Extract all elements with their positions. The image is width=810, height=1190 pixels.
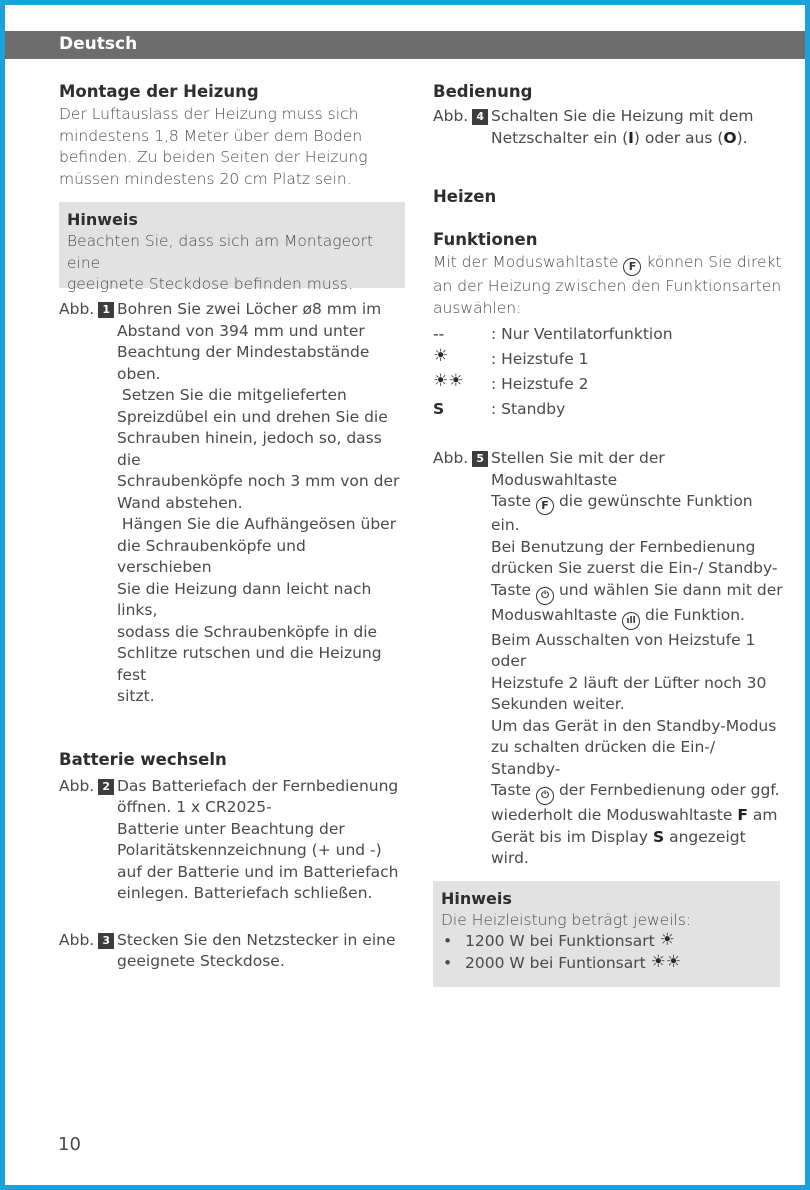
hinweis-title: Hinweis	[67, 210, 138, 229]
mode-button-icon: ıll	[622, 612, 640, 630]
mode-row	[433, 372, 783, 397]
power-icon: ⏻	[536, 787, 554, 805]
text-line: Hängen Sie die Aufhängeösen über	[117, 515, 397, 533]
text-line: die Schraubenköpfe und verschieben	[117, 536, 306, 576]
text-fragment: ).	[736, 128, 748, 147]
text-fragment: die gewünschte Funktion ein.	[491, 492, 753, 534]
text-line	[491, 491, 783, 537]
text-fragment: Taste	[491, 781, 532, 799]
text-fragment: Gerät bis im Display	[491, 827, 649, 846]
mode-list	[433, 322, 783, 422]
funktionen-text	[433, 252, 783, 319]
double-sun-icon: ☀☀	[650, 951, 682, 972]
figure-number-badge: 5	[472, 451, 488, 467]
funktionen-heading: Funktionen	[433, 230, 538, 249]
text-line	[433, 252, 783, 276]
text-line: Setzen Sie die mitgelieferten	[117, 386, 347, 404]
text-fragment: ) oder aus (	[633, 128, 724, 147]
language-label: Deutsch	[59, 34, 138, 54]
text-line	[491, 805, 783, 827]
text-line	[491, 780, 783, 805]
text-line: Spreizdübel ein und drehen Sie die	[117, 407, 388, 426]
text-fragment: Netzschalter ein (	[491, 128, 629, 147]
text-fragment: Mit der Moduswahltaste	[433, 253, 619, 271]
language-header-bar	[5, 31, 805, 59]
power-icon: ⏻	[536, 587, 554, 605]
double-sun-icon: ☀☀	[433, 371, 464, 391]
text-fragment: am	[752, 806, 778, 824]
text-line: Heizstufe 2 läuft der Lüfter noch 30	[491, 673, 767, 692]
text-line: Wand abstehen.	[117, 493, 243, 512]
right-column	[433, 80, 783, 987]
text-line: Bohren Sie zwei Löcher ø8 mm im	[117, 300, 382, 318]
text-line: Batterie unter Beachtung der	[117, 819, 345, 838]
left-column	[59, 80, 405, 973]
text-line: sitzt.	[117, 687, 155, 705]
hinweis-box	[433, 881, 780, 987]
mode-row	[433, 322, 783, 347]
abb-label: Abb.	[59, 300, 95, 318]
text-line: Die Heizleistung beträgt jeweils:	[441, 910, 692, 929]
figure-number-badge: 3	[98, 933, 114, 949]
abb-5-instruction	[433, 448, 783, 870]
s-display-label: S	[652, 827, 665, 846]
text-fragment: die Funktion.	[645, 605, 745, 624]
text-line: Sekunden weiter.	[491, 695, 625, 713]
text-line: Schraubenköpfe noch 3 mm von der	[117, 472, 400, 490]
abb-1-instruction	[59, 299, 405, 708]
standby-symbol: S	[433, 400, 445, 418]
abb-label: Abb.	[59, 930, 95, 949]
text-line: geeignete Steckdose.	[117, 952, 285, 970]
text-line: Sie die Heizung dann leicht nach links,	[117, 579, 372, 619]
text-line: zu schalten drücken die Ein-/ Standby-	[491, 738, 716, 778]
text-line: Stellen Sie mit der der Moduswahltaste	[491, 449, 665, 489]
text-line: auf der Batterie und im Batteriefach	[117, 862, 399, 881]
figure-number-badge: 1	[98, 302, 114, 318]
bullet-text: 1200 W bei Funktionsart	[465, 932, 655, 950]
f-button-icon: F	[536, 497, 554, 515]
mode-label: : Heizstufe 2	[491, 375, 589, 393]
abb-2-instruction	[59, 776, 405, 905]
montage-text	[59, 104, 405, 190]
text-line: geeignete Steckdose befinden muss.	[67, 275, 353, 293]
sun-icon: ☀	[433, 346, 449, 366]
text-line: befinden. Zu beiden Seiten der Heizung	[59, 148, 368, 166]
text-fragment: wiederholt die Moduswahltaste	[491, 806, 733, 824]
text-line: Beachtung der Mindestabstände oben.	[117, 343, 370, 383]
text-line	[491, 827, 783, 870]
figure-number-badge: 2	[98, 779, 114, 795]
page-number: 10	[58, 1134, 81, 1155]
text-line: Schalten Sie die Heizung mit dem	[491, 107, 754, 125]
abb-3-instruction	[59, 930, 405, 973]
mode-label: : Heizstufe 1	[491, 350, 589, 368]
text-fragment: können Sie direkt	[646, 253, 782, 271]
text-line: Bei Benutzung der Fernbedienung	[491, 537, 756, 556]
text-line: auswählen:	[433, 298, 522, 317]
montage-heading: Montage der Heizung	[59, 82, 259, 101]
text-line: Abstand von 394 mm und unter	[117, 321, 365, 340]
text-fragment: und wählen Sie dann mit der	[558, 580, 783, 599]
mode-row	[433, 347, 783, 372]
batterie-heading: Batterie wechseln	[59, 749, 227, 769]
text-line	[491, 605, 783, 630]
bedienung-heading: Bedienung	[433, 82, 533, 101]
text-line: sodass die Schraubenköpfe in die	[117, 622, 378, 641]
mode-row	[433, 397, 783, 422]
text-fragment: Taste	[491, 492, 532, 510]
bullet-item	[441, 953, 771, 975]
text-line	[491, 580, 783, 605]
text-line: Das Batteriefach der Fernbedienung	[117, 776, 399, 795]
mode-label: : Nur Ventilatorfunktion	[491, 325, 673, 343]
text-line: Beachten Sie, dass sich am Montageort eine	[67, 232, 374, 272]
abb-label: Abb.	[59, 776, 95, 795]
bullet-dot: •	[443, 932, 453, 950]
text-line	[491, 128, 783, 150]
figure-number-badge: 4	[472, 109, 488, 125]
text-fragment: Moduswahltaste	[491, 605, 618, 624]
text-line: an der Heizung zwischen den Funktionsarten	[433, 277, 782, 295]
text-line: Der Luftauslass der Heizung muss sich	[59, 105, 359, 123]
f-button-icon: F	[623, 258, 641, 276]
text-line: mindestens 1,8 Meter über dem Boden	[59, 126, 363, 145]
f-key-label: F	[737, 806, 748, 824]
text-fragment: Taste	[491, 580, 532, 599]
hinweis-box	[59, 202, 405, 293]
mode-label: : Standby	[491, 400, 566, 418]
text-line: Um das Gerät in den Standby-Modus	[491, 716, 777, 735]
off-symbol: O	[723, 128, 737, 147]
text-fragment: der Fernbedienung oder ggf.	[558, 781, 780, 799]
heizen-heading: Heizen	[433, 187, 497, 206]
text-line: Schlitze rutschen und die Heizung fest	[117, 644, 382, 684]
text-fragment: angezeigt wird.	[491, 827, 746, 867]
text-line: Polaritätskennzeichnung (+ und -)	[117, 841, 382, 859]
sun-icon: ☀	[659, 930, 675, 950]
hinweis-title: Hinweis	[441, 888, 512, 908]
text-line: Stecken Sie den Netzstecker in eine	[117, 930, 396, 949]
abb-4-instruction	[433, 106, 783, 149]
text-line: öffnen. 1 x CR2025-	[117, 798, 272, 816]
text-line: Schrauben hinein, jedoch so, dass die	[117, 429, 382, 469]
bullet-item	[441, 931, 771, 953]
abb-label: Abb.	[433, 449, 469, 467]
on-symbol: I	[628, 128, 634, 147]
text-line: Beim Ausschalten von Heizstufe 1 oder	[491, 630, 756, 670]
text-line: drücken Sie zuerst die Ein-/ Standby-	[491, 559, 778, 577]
fan-only-symbol: --	[433, 325, 445, 343]
text-line: müssen mindestens 20 cm Platz sein.	[59, 169, 352, 188]
bullet-dot: •	[443, 953, 453, 972]
abb-label: Abb.	[433, 107, 469, 125]
bullet-text: 2000 W bei Funtionsart	[465, 953, 646, 972]
text-line: einlegen. Batteriefach schließen.	[117, 884, 373, 902]
